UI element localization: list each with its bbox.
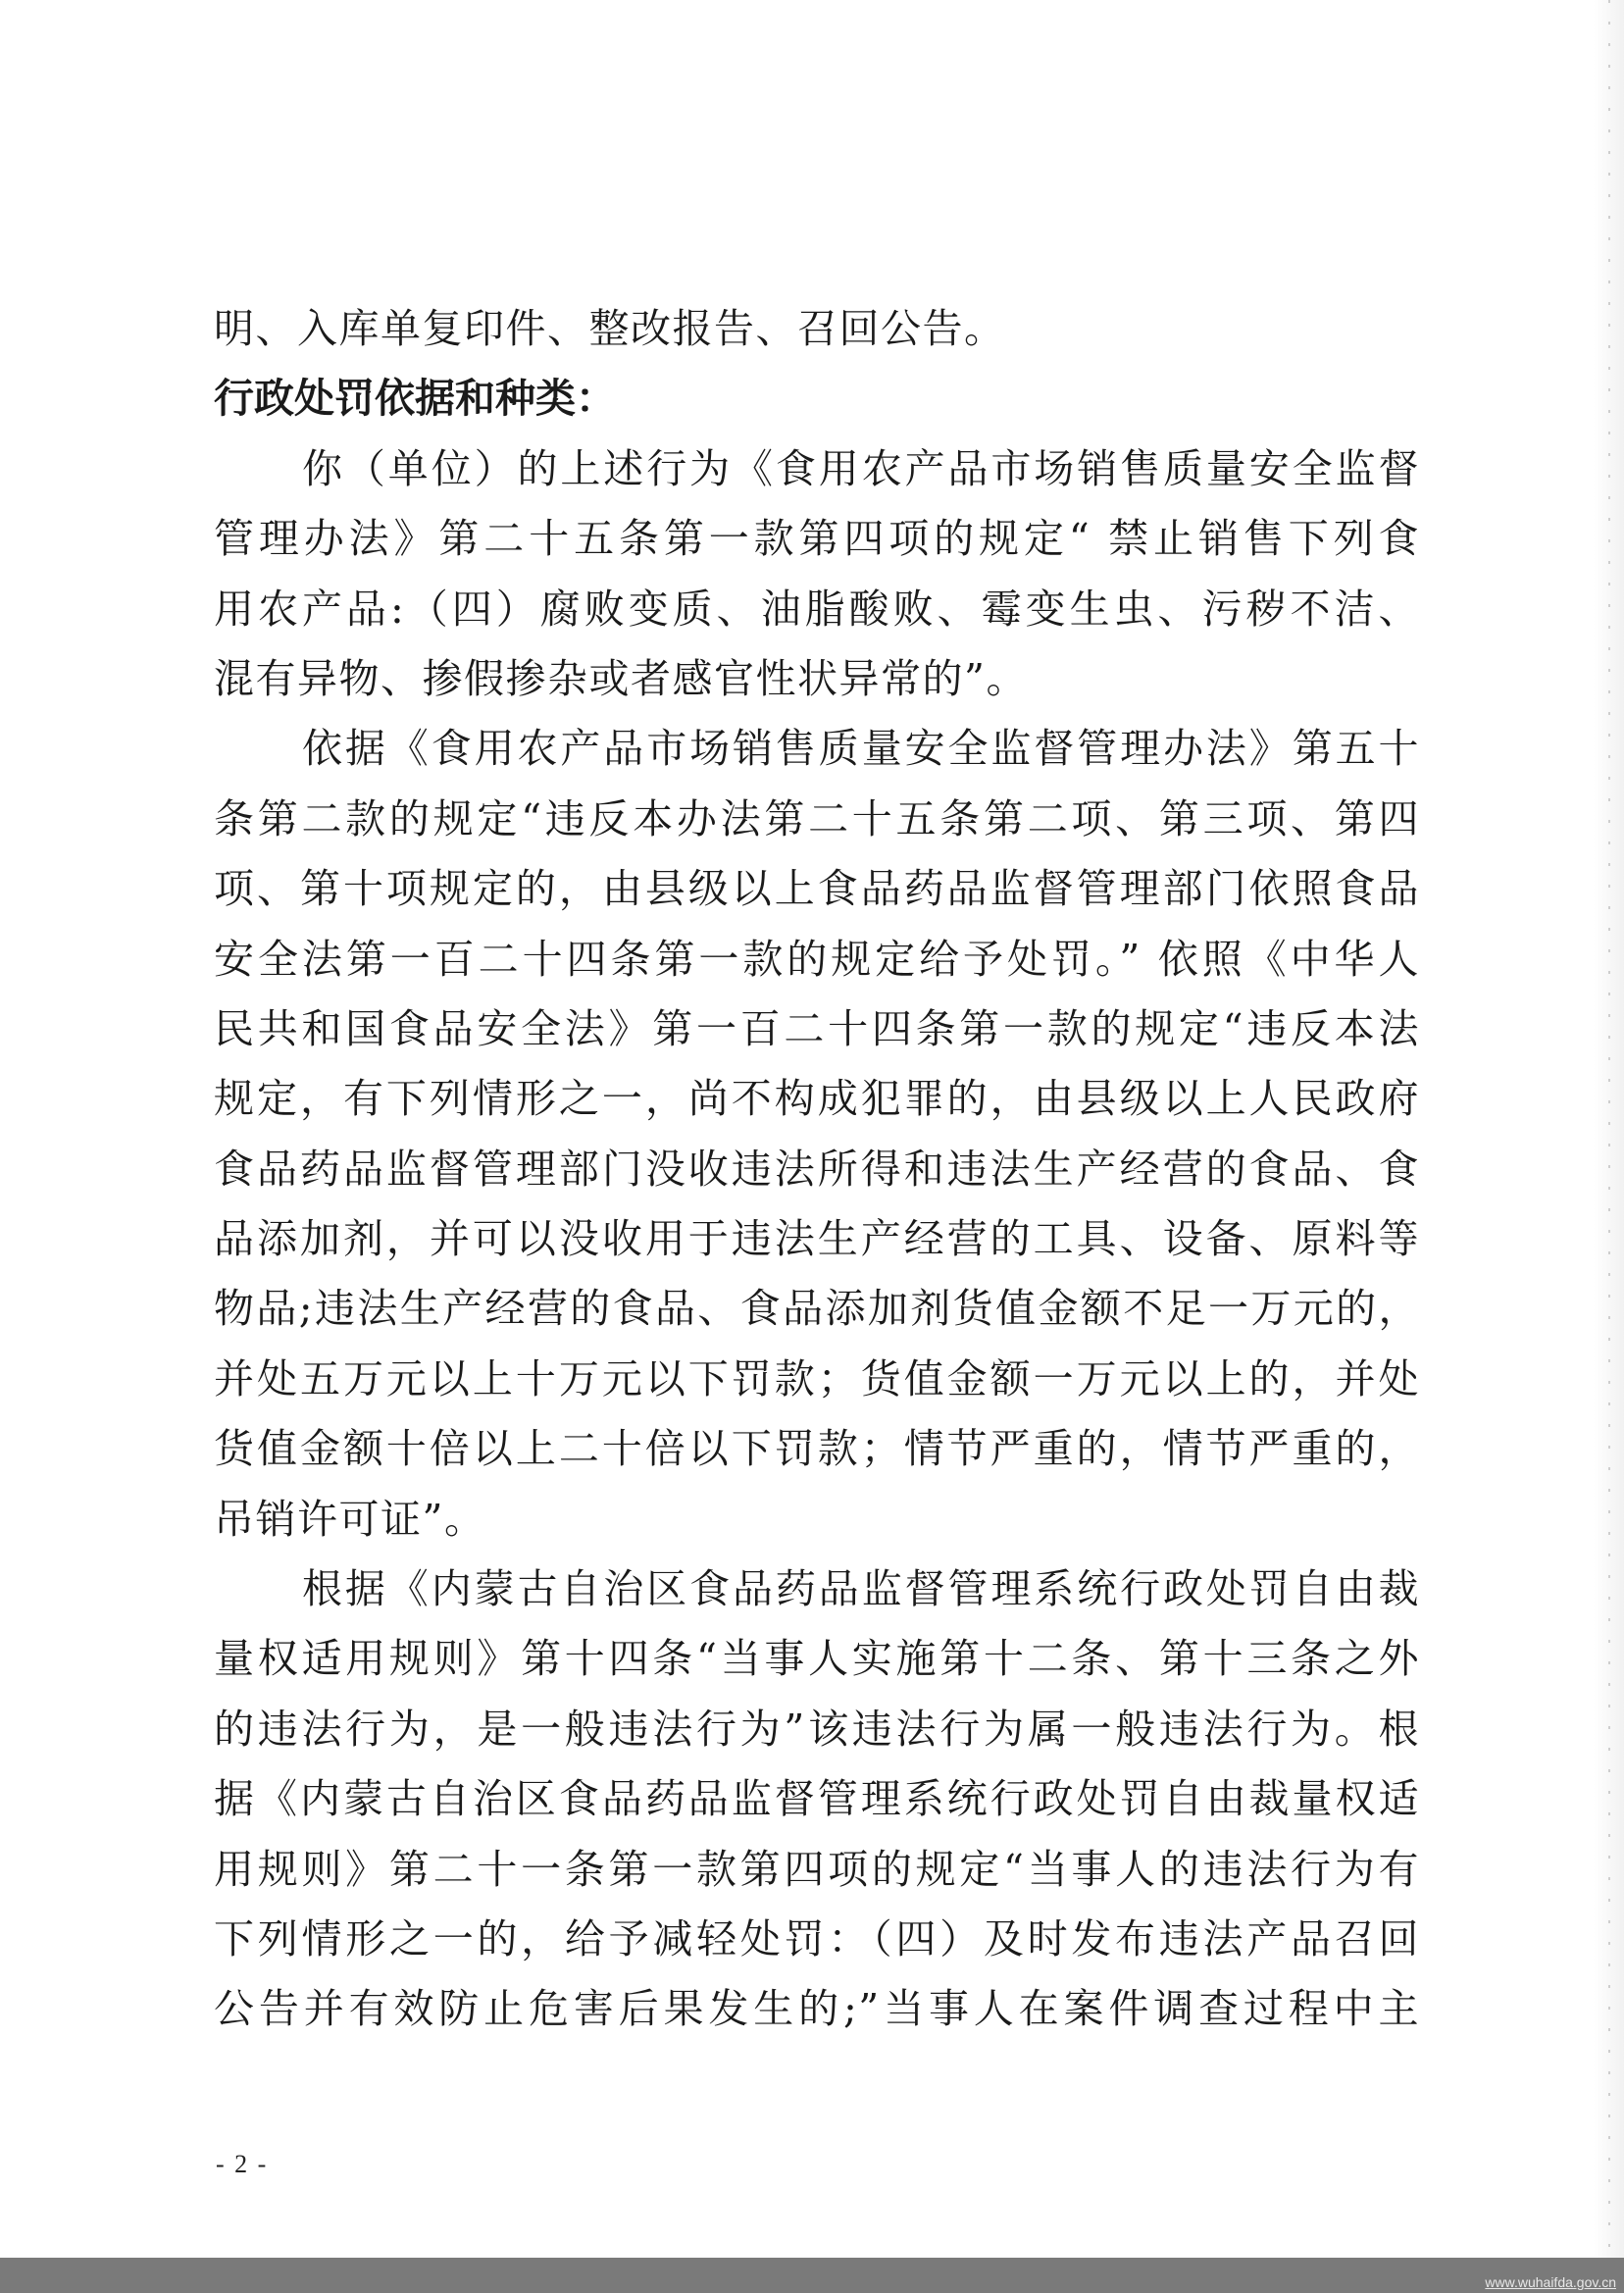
text-line: 项、第十项规定的，由县级以上食品药品监督管理部门依照食品 — [214, 865, 1420, 913]
text-line: 混有异物、掺假掺杂或者感官性状异常的”。 — [214, 654, 1028, 702]
text-line: 安全法第一百二十四条第一款的规定给予处罚。” 依照《中华人 — [214, 935, 1420, 983]
scan-edge-dots — [1608, 0, 1610, 2258]
text-line: 物品;违法生产经营的食品、食品添加剂货值金额不足一万元的， — [214, 1285, 1420, 1333]
section-heading: 行政处罚依据和种类： — [214, 375, 616, 423]
site-watermark-link[interactable]: www.wuhaifda.gov.cn — [1485, 2274, 1616, 2290]
text-line: 民共和国食品安全法》第一百二十四条第一款的规定“违反本法 — [214, 1004, 1420, 1052]
text-line: 管理办法》第二十五条第一款第四项的规定“ 禁止销售下列食 — [214, 515, 1420, 563]
text-line: 下列情形之一的，给予减轻处罚：（四）及时发布违法产品召回 — [214, 1914, 1420, 1962]
text-line: 并处五万元以上十万元以下罚款；货值金额一万元以上的，并处 — [214, 1354, 1420, 1402]
page-number: - 2 - — [216, 2150, 269, 2178]
text-line: 量权适用规则》第十四条“当事人实施第十二条、第十三条之外 — [214, 1635, 1420, 1683]
text-line: 根据《内蒙古自治区食品药品监督管理系统行政处罚自由裁 — [302, 1565, 1420, 1613]
text-line: 规定，有下列情形之一，尚不构成犯罪的，由县级以上人民政府 — [214, 1075, 1420, 1123]
text-line: 据《内蒙古自治区食品药品监督管理系统行政处罚自由裁量权适 — [214, 1775, 1420, 1823]
text-line: 用规则》第二十一条第一款第四项的规定“当事人的违法行为有 — [214, 1845, 1420, 1893]
text-line: 公告并有效防止危害后果发生的;”当事人在案件调查过程中主 — [214, 1985, 1420, 2033]
text-line: 你（单位）的上述行为《食用农产品市场销售质量安全监督 — [302, 444, 1420, 492]
text-line: 食品药品监督管理部门没收违法所得和违法生产经营的食品、食 — [214, 1145, 1420, 1193]
text-line: 货值金额十倍以上二十倍以下罚款；情节严重的，情节严重的， — [214, 1425, 1420, 1473]
text-line: 品添加剂，并可以没收用于违法生产经营的工具、设备、原料等 — [214, 1215, 1420, 1263]
text-line: 吊销许可证”。 — [214, 1495, 486, 1543]
text-line: 依据《食用农产品市场销售质量安全监督管理办法》第五十 — [302, 725, 1420, 773]
document-body — [214, 294, 1420, 2045]
text-line: 条第二款的规定“违反本办法第二十五条第二项、第三项、第四 — [214, 794, 1420, 842]
footer-bar — [0, 2258, 1624, 2293]
text-line: 明、入库单复印件、整改报告、召回公告。 — [214, 305, 1006, 352]
text-line: 用农产品:（四）腐败变质、油脂酸败、霉变生虫、污秽不洁、 — [214, 585, 1420, 633]
text-line: 的违法行为，是一般违法行为”该违法行为属一般违法行为。根 — [214, 1705, 1420, 1753]
